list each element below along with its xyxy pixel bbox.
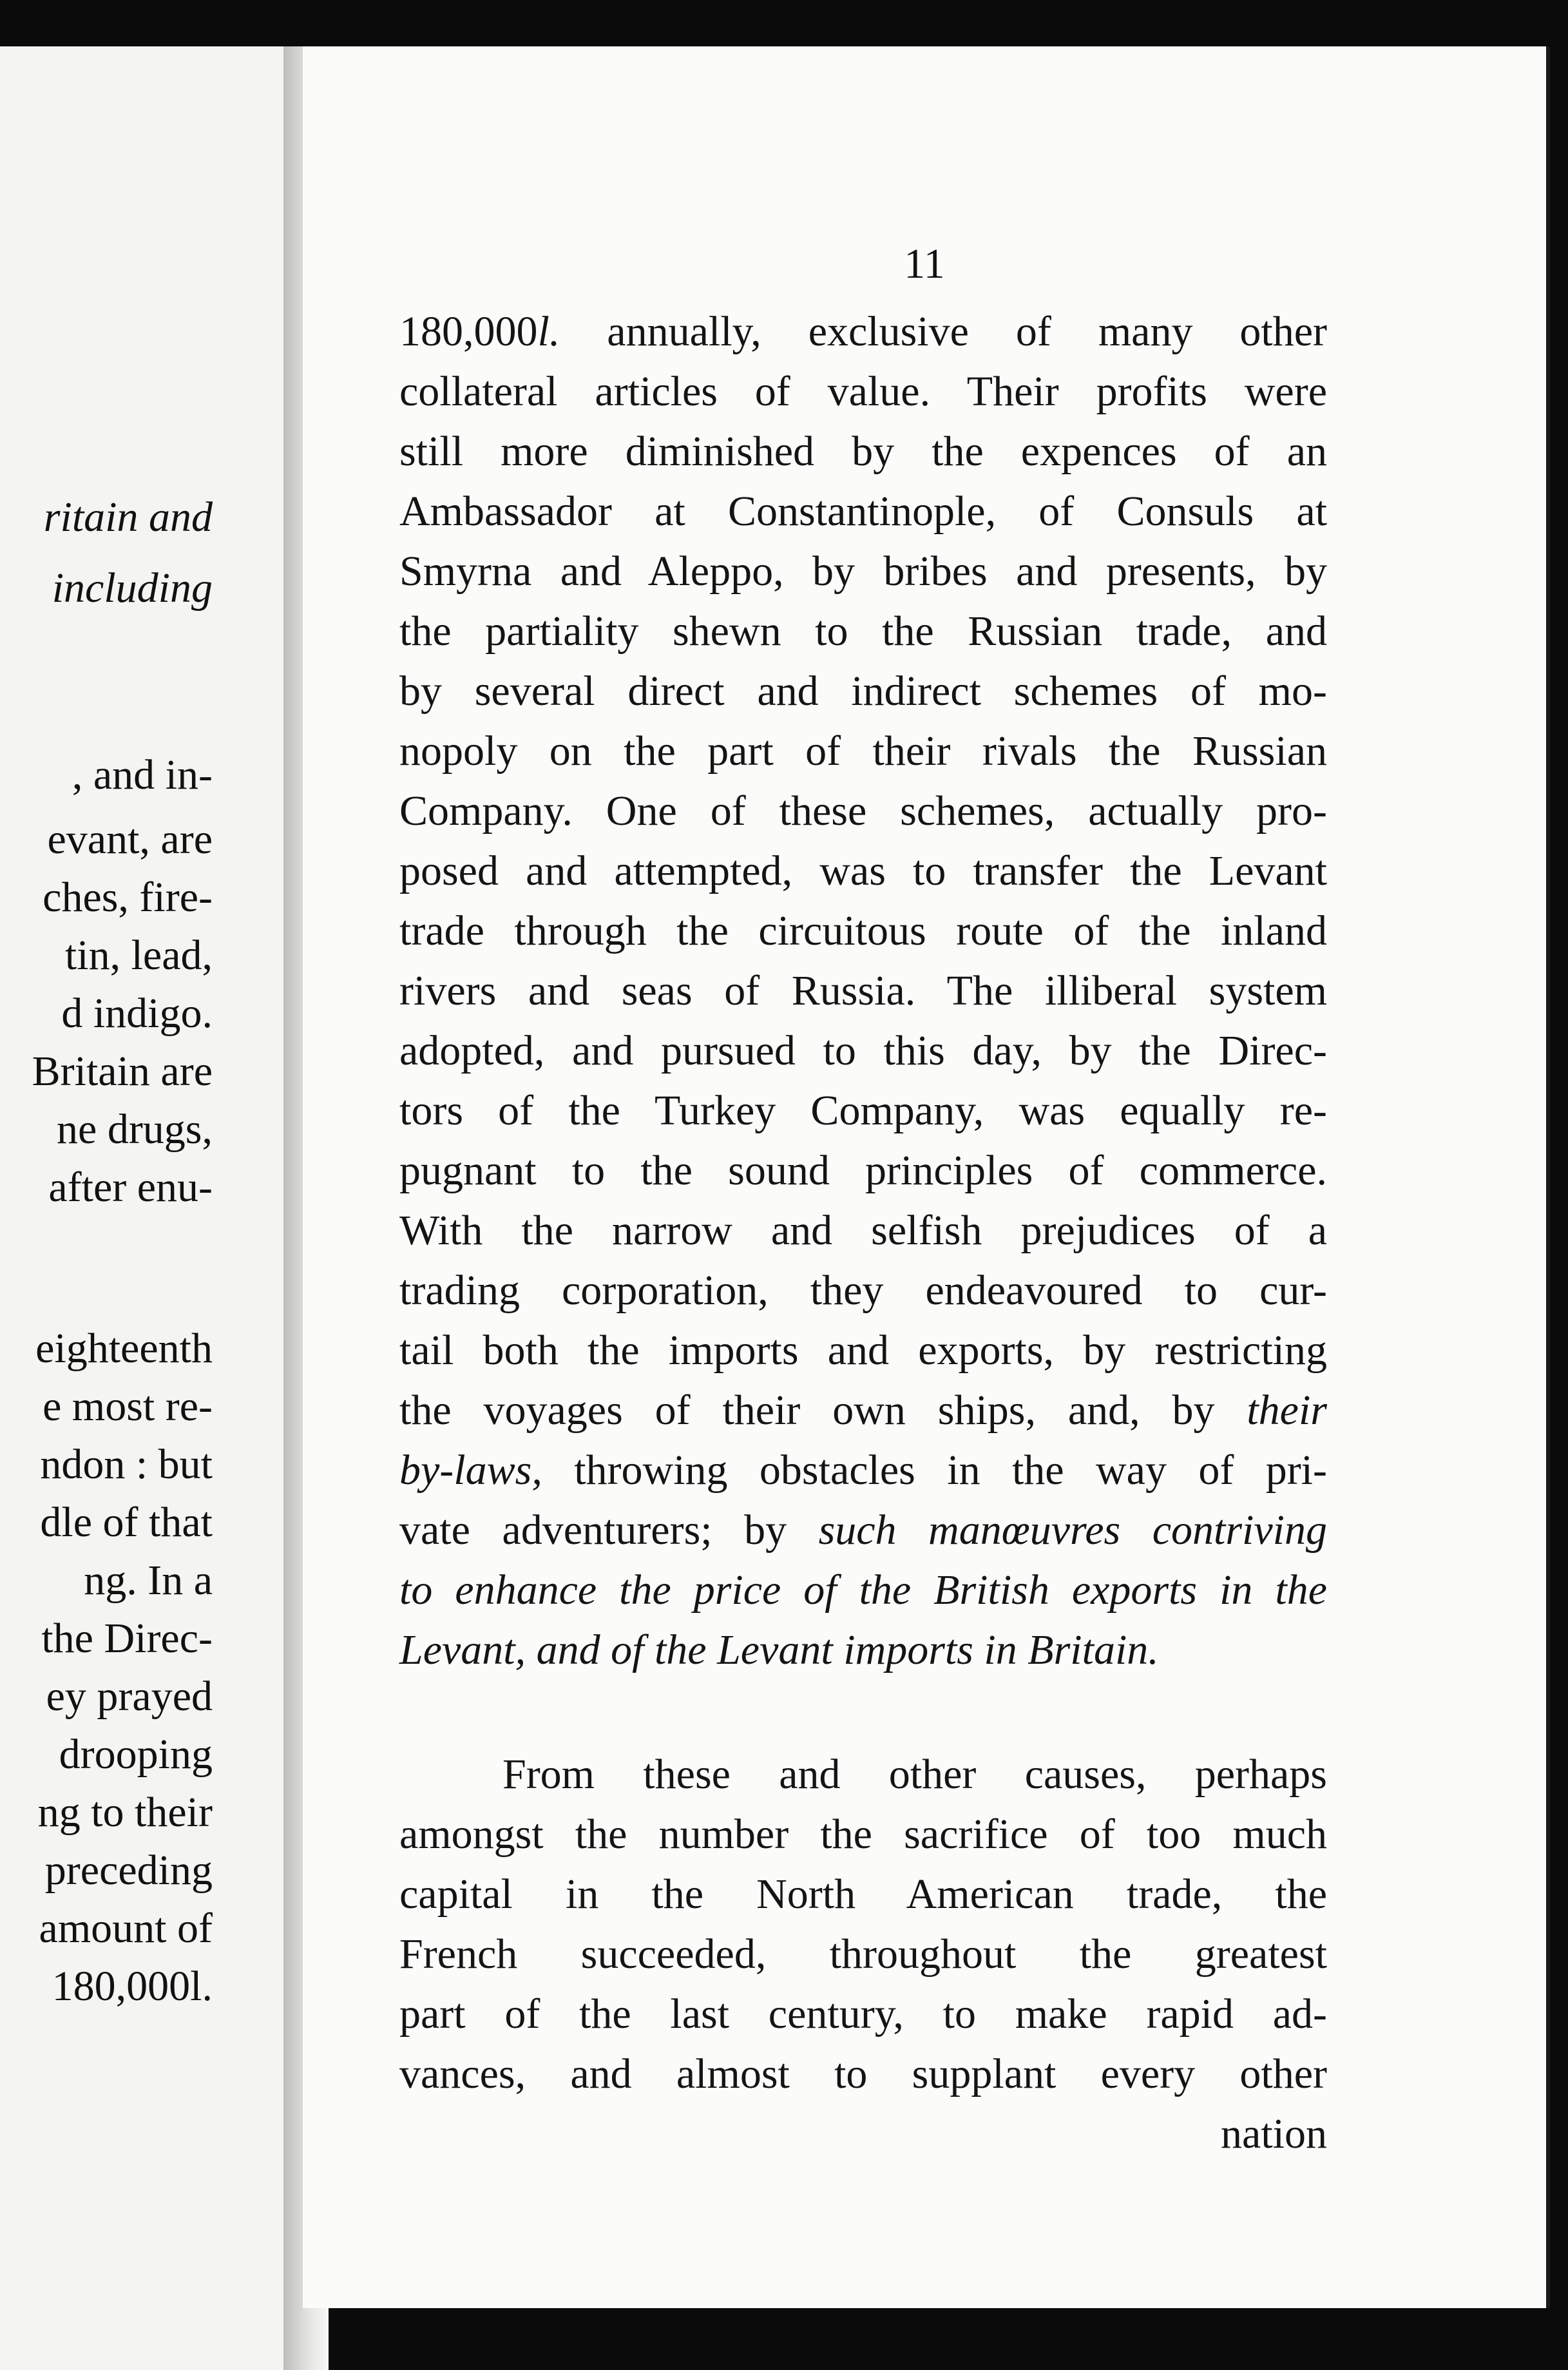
text-line — [399, 490, 1327, 533]
left-page-line: eighteenth — [35, 1325, 213, 1372]
text-run: Smyrna and Aleppo, by bribes and presents, by — [399, 548, 1327, 595]
left-page-line: ndon : but — [40, 1441, 213, 1488]
text-line — [399, 847, 1327, 894]
text-line — [399, 1509, 1327, 1552]
text-line — [399, 368, 1327, 415]
text-run: collateral articles of value. Their profits were — [399, 368, 1327, 415]
text-line — [399, 1449, 1327, 1492]
text-run: still more diminished by the expences of an — [399, 428, 1327, 475]
left-page-line: Britain are — [32, 1048, 213, 1095]
text-line — [399, 1626, 1327, 1673]
italic-text: their — [1247, 1387, 1327, 1434]
text-line — [399, 308, 1327, 355]
text-run: Ambassador at Constantinople, of Consuls at — [399, 488, 1327, 535]
text-run: part of the last century, to make rapid ad- — [399, 1990, 1327, 2038]
text-line — [399, 1813, 1327, 1856]
text-run: amongst the number the sacrifice of too much — [399, 1811, 1327, 1858]
left-page-line: d indigo. — [61, 990, 213, 1037]
text-line — [399, 1209, 1327, 1252]
text-run: the partiality shewn to the Russian trade, and — [399, 608, 1327, 655]
text-run: From these and other causes, perhaps — [502, 1751, 1327, 1798]
text-run: pugnant to the sound principles of commerce. — [399, 1147, 1327, 1194]
text-line — [399, 907, 1327, 954]
left-page-line: ritain and — [43, 494, 213, 541]
text-run: posed and attempted, was to transfer the Levant — [399, 847, 1327, 894]
italic-text: l. — [537, 308, 560, 355]
text-line — [399, 727, 1327, 775]
left-page-line: ey prayed — [46, 1673, 213, 1720]
text-run: trading corporation, they endeavoured to cur- — [399, 1267, 1327, 1314]
text-run: adopted, and pursued to this day, by the Direc- — [399, 1027, 1327, 1074]
left-page-line: dle of that — [40, 1499, 213, 1546]
italic-text: such manœuvres contriving — [818, 1507, 1327, 1554]
left-page-line: ng to their — [37, 1789, 213, 1836]
left-page-line: the Direc- — [41, 1615, 213, 1662]
left-page-line: after enu- — [48, 1164, 213, 1211]
text-line — [399, 1269, 1327, 1312]
text-line — [399, 1566, 1327, 1614]
text-run: annually, exclusive of many other — [560, 308, 1327, 355]
text-run: trade through the circuitous route of the inland — [399, 907, 1327, 954]
italic-text: Levant, and of the Levant imports in Britain. — [399, 1626, 1159, 1673]
italic-text: by-laws, — [399, 1447, 542, 1494]
text-run: tors of the Turkey Company, was equally re- — [399, 1087, 1327, 1134]
text-line — [399, 967, 1327, 1014]
text-line — [399, 1933, 1327, 1976]
left-page-line: 180,000l. — [52, 1963, 213, 2010]
text-run: Company. One of these schemes, actually pro- — [399, 787, 1327, 834]
text-run: rivers and seas of Russia. The illiberal system — [399, 967, 1327, 1014]
left-page-line: ng. In a — [84, 1557, 213, 1604]
left-page-line: ne drugs, — [57, 1106, 213, 1153]
left-page-line: drooping — [59, 1731, 213, 1778]
left-page-line: including — [52, 564, 213, 612]
left-page-line: , and in- — [72, 751, 213, 798]
page-number: 11 — [904, 240, 945, 287]
text-line — [399, 1389, 1327, 1432]
italic-text: to enhance the price of the British exports in the — [399, 1566, 1327, 1614]
left-page-line: e most re- — [43, 1383, 213, 1430]
text-run: tail both the imports and exports, by restricting — [399, 1327, 1327, 1374]
left-page-line: amount of — [39, 1905, 213, 1952]
text-line — [399, 1087, 1327, 1134]
text-line — [399, 1873, 1327, 1916]
left-page — [0, 46, 283, 2370]
left-page-line: evant, are — [47, 816, 213, 863]
text-line — [399, 1027, 1327, 1074]
text-line — [399, 430, 1327, 473]
left-page-line: tin, lead, — [64, 932, 213, 979]
text-line — [399, 1147, 1327, 1194]
text-line — [399, 1753, 1327, 1796]
text-run: by several direct and indirect schemes of mo- — [399, 668, 1327, 715]
catchword: nation — [1221, 2110, 1327, 2157]
text-run: With the narrow and selfish prejudices of a — [399, 1207, 1327, 1254]
text-run: vate adventurers; by — [399, 1507, 819, 1554]
text-run: throwing obstacles in the way of pri- — [542, 1447, 1327, 1494]
text-line — [399, 610, 1327, 653]
text-line — [399, 787, 1327, 834]
text-run: vances, and almost to supplant every other — [399, 2050, 1327, 2097]
text-line — [399, 1990, 1327, 2038]
text-run: French succeeded, throughout the greatest — [399, 1931, 1327, 1978]
text-line — [399, 2050, 1327, 2097]
text-run: the voyages of their own ships, and, by — [399, 1387, 1247, 1434]
text-run: 180,000 — [399, 308, 538, 355]
text-run: nopoly on the part of their rivals the Russian — [399, 727, 1327, 775]
left-page-line: preceding — [44, 1847, 213, 1894]
text-run: capital in the North American trade, the — [399, 1871, 1327, 1918]
left-page-line: ches, fire- — [43, 874, 213, 921]
text-line — [399, 1329, 1327, 1372]
text-line — [399, 670, 1327, 713]
right-page — [303, 46, 1546, 2308]
text-line — [399, 550, 1327, 593]
